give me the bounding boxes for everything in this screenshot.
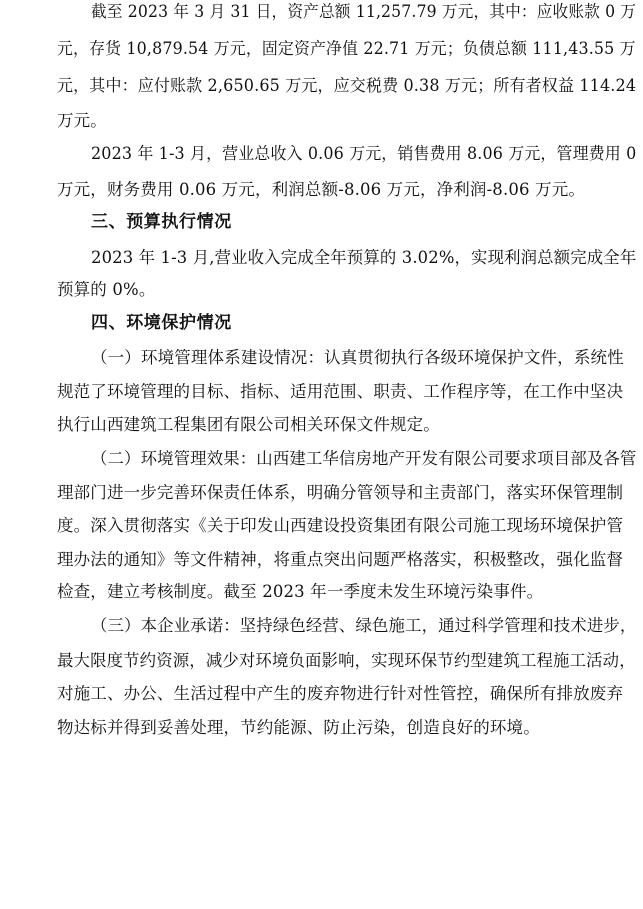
paragraph-env-system-line-3: 执行山西建筑工程集团有限公司相关环保文件规定。 xyxy=(57,415,440,434)
paragraph-env-effect-line-2: 理部门进一步完善环保责任体系，明确分管领导和主责部门，落实环保管理制 xyxy=(57,483,624,502)
paragraph-income-line-1: 2023 年 1-3 月，营业总收入 0.06 万元，销售费用 8.06 万元，管理费用 0 xyxy=(91,144,637,163)
paragraph-assets-line-1: 截至 2023 年 3 月 31 日，资产总额 11,257.79 万元，其中：应收账款 0 万 xyxy=(91,2,637,21)
paragraph-env-effect-line-1: （二）环境管理效果：山西建工华信房地产开发有限公司要求项目部及各管 xyxy=(91,449,637,468)
paragraph-commitment-line-4: 物达标并得到妥善处理，节约能源、防止污染，创造良好的环境。 xyxy=(57,718,540,737)
paragraph-commitment-line-2: 最大限度节约资源，减少对环境负面影响，实现环保节约型建筑工程施工活动， xyxy=(57,651,636,670)
heading-budget-execution: 三、预算执行情况 xyxy=(91,212,232,232)
paragraph-env-effect-line-4: 理办法的通知》等文件精神，将重点突出问题严格落实，积极整改，强化监督 xyxy=(57,550,624,569)
paragraph-budget-line-1: 2023 年 1-3 月,营业收入完成全年预算的 3.02%，实现利润总额完成全年 xyxy=(91,248,637,267)
paragraph-assets-line-2: 元，存货 10,879.54 万元，固定资产净值 22.71 万元；负债总额 111,43.55 万 xyxy=(57,39,636,58)
paragraph-env-effect-line-3: 度。深入贯彻落实《关于印发山西建设投资集团有限公司施工现场环境保护管 xyxy=(57,516,624,535)
heading-environmental-protection: 四、环境保护情况 xyxy=(91,313,232,333)
paragraph-env-system-line-2: 规范了环境管理的目标、指标、适用范围、职责、工作程序等，在工作中坚决 xyxy=(57,382,624,401)
paragraph-assets-line-3: 元，其中：应付账款 2,650.65 万元，应交税费 0.38 万元；所有者权益 114.24 xyxy=(57,76,637,95)
paragraph-commitment-line-3: 对施工、办公、生活过程中产生的废弃物进行针对性管控，确保所有排放废弃 xyxy=(57,684,624,703)
paragraph-assets-line-4: 万元。 xyxy=(57,111,107,130)
paragraph-env-effect-line-5: 检查，建立考核制度。截至 2023 年一季度未发生环境污染事件。 xyxy=(57,582,544,601)
paragraph-env-system-line-1: （一）环境管理体系建设情况：认真贯彻执行各级环境保护文件，系统性 xyxy=(91,348,624,367)
paragraph-income-line-2: 万元，财务费用 0.06 万元，利润总额-8.06 万元，净利润-8.06 万元。 xyxy=(57,180,585,199)
paragraph-commitment-line-1: （三）本企业承诺：坚持绿色经营、绿色施工，通过科学管理和技术进步， xyxy=(91,616,637,635)
paragraph-budget-line-2: 预算的 0%。 xyxy=(57,280,156,299)
